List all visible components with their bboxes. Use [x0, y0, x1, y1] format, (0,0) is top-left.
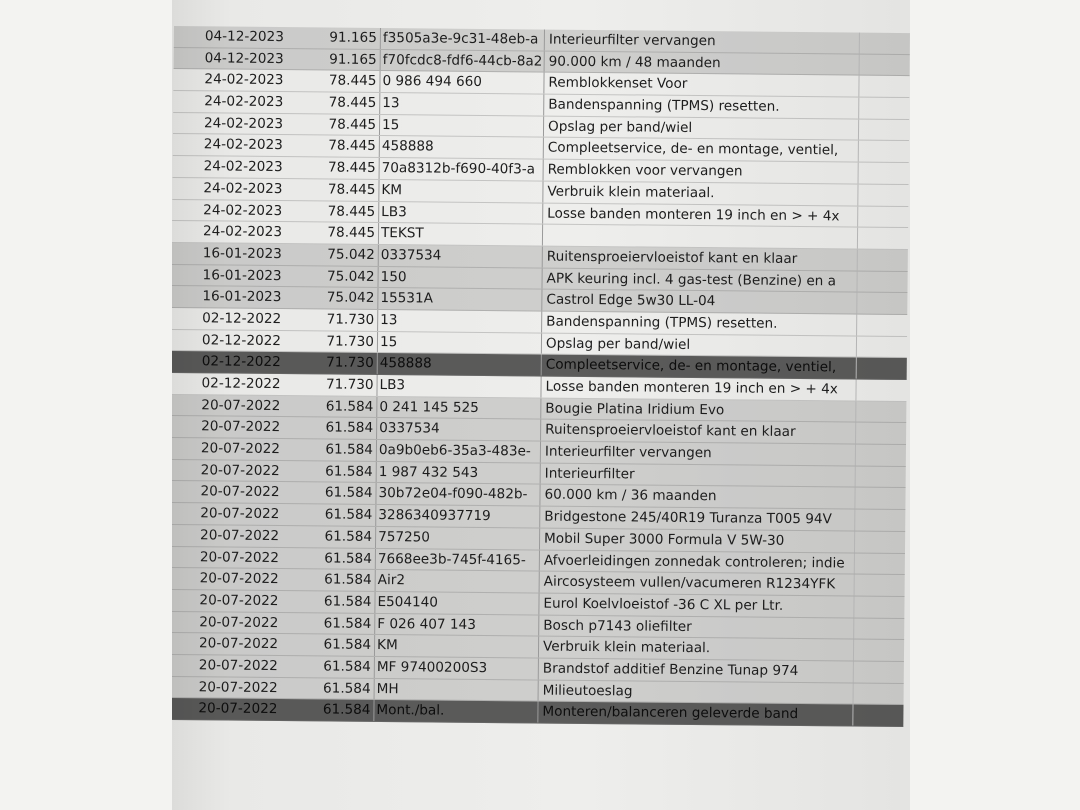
odometer-cell: 91.165 [329, 29, 377, 46]
description-cell: Milieutoeslag [538, 680, 854, 704]
description-cell: Interieurfilter [540, 463, 856, 487]
description-cell: Eurol Koelvloeistof -36 C XL per Ltr. [538, 593, 854, 617]
odometer-cell: 61.584 [322, 701, 371, 719]
description-cell: APK keuring incl. 4 gas-test (Benzine) en a [541, 268, 857, 292]
description-cell: Monteren/balanceren geleverde band [537, 702, 853, 726]
odometer-cell: 61.584 [325, 463, 373, 480]
date-cell: 02-12-2022 [202, 310, 282, 327]
article-code-cell: 30b72e04-f090-482b- [375, 483, 539, 505]
odometer-cell: 78.445 [328, 137, 376, 155]
article-code-cell: 70a8312b-f690-40f3-a [379, 158, 543, 180]
odometer-cell: 78.445 [327, 159, 376, 177]
article-code-cell: 15 [377, 332, 541, 354]
description-cell: 60.000 km / 36 maanden [539, 485, 855, 509]
odometer-cell: 78.445 [327, 202, 376, 220]
date-cell: 24-02-2023 [202, 223, 283, 241]
article-code-cell: 0 241 145 525 [376, 397, 540, 419]
date-cell: 20-07-2022 [199, 548, 279, 566]
article-code-cell: 13 [377, 310, 541, 332]
description-cell: Bougie Platina Iridium Evo [540, 398, 856, 422]
odometer-cell: 61.584 [325, 441, 374, 458]
article-code-cell: 13 [379, 93, 543, 115]
odometer-cell: 61.584 [325, 419, 374, 437]
article-code-cell: 0a9b0eb6-35a3-483e- [376, 440, 540, 462]
date-cell: 20-07-2022 [200, 505, 280, 523]
article-code-cell: Air2 [375, 570, 539, 592]
date-cell: 16-01-2023 [202, 288, 282, 306]
description-cell: Castrol Edge 5w30 LL-04 [541, 290, 857, 314]
odometer-cell: 61.584 [324, 506, 373, 524]
description-cell: Losse banden monteren 19 inch en > + 4x [542, 203, 858, 227]
description-cell: Bandenspanning (TPMS) resetten. [541, 311, 857, 335]
article-code-cell: 0 986 494 660 [379, 71, 543, 93]
article-code-cell: MH [374, 679, 538, 701]
date-cell: 20-07-2022 [199, 613, 279, 631]
date-cell: 20-07-2022 [198, 700, 278, 718]
description-cell: Mobil Super 3000 Formula V 5W-30 [539, 528, 855, 552]
odometer-cell: 75.042 [327, 246, 375, 263]
description-cell: Opslag per band/wiel [541, 333, 857, 357]
date-cell: 24-02-2023 [203, 136, 283, 154]
article-code-cell: KM [378, 180, 542, 202]
background-right [910, 0, 1080, 810]
odometer-cell: 71.730 [326, 311, 375, 328]
description-cell: Interieurfilter vervangen [544, 30, 860, 54]
odometer-cell: 61.584 [325, 398, 374, 415]
article-code-cell: LB3 [378, 201, 542, 223]
article-code-cell: 15531A [377, 288, 541, 310]
description-cell: Remblokken voor vervangen [543, 160, 859, 184]
description-cell: Verbruik klein materiaal. [538, 637, 854, 661]
description-cell: Bosch p7143 oliefilter [538, 615, 854, 639]
odometer-cell: 78.445 [327, 224, 376, 242]
date-cell: 20-07-2022 [198, 657, 278, 674]
odometer-cell: 91.165 [329, 51, 377, 68]
date-cell: 04-12-2023 [204, 28, 284, 46]
printed-page [172, 0, 910, 810]
description-cell: Ruitensproeiervloeistof kant en klaar [540, 420, 856, 444]
date-cell: 24-02-2023 [203, 180, 283, 197]
date-cell: 16-01-2023 [202, 245, 282, 262]
date-cell: 20-07-2022 [201, 418, 281, 436]
article-code-cell: 150 [378, 267, 542, 289]
article-code-cell: Mont./bal. [373, 700, 537, 722]
article-code-cell: KM [374, 635, 538, 657]
article-code-cell: F 026 407 143 [374, 614, 538, 636]
article-code-cell: 757250 [375, 527, 539, 549]
description-cell: Bandenspanning (TPMS) resetten. [543, 95, 859, 119]
date-cell: 20-07-2022 [199, 592, 279, 609]
article-code-cell: 3286340937719 [375, 505, 539, 527]
date-cell: 24-02-2023 [204, 93, 284, 111]
date-cell: 20-07-2022 [200, 440, 281, 458]
article-code-cell: MF 97400200S3 [374, 657, 538, 679]
odometer-cell: 61.584 [324, 528, 373, 545]
date-cell: 02-12-2022 [201, 331, 282, 349]
odometer-cell: 71.730 [326, 354, 374, 372]
description-cell: Brandstof additief Benzine Tunap 974 [538, 658, 854, 682]
article-code-cell: f70fcdc8-fdf6-44cb-8a2 [380, 50, 544, 72]
description-cell: Verbruik klein materiaal. [542, 181, 858, 205]
odometer-cell: 61.584 [323, 658, 371, 675]
article-code-cell: 458888 [377, 353, 541, 375]
article-code-cell: f3505a3e-9c31-48eb-a [380, 28, 544, 50]
odometer-cell: 78.445 [328, 116, 377, 133]
date-cell: 20-07-2022 [200, 462, 280, 479]
odometer-cell: 61.584 [324, 571, 372, 589]
date-cell: 04-12-2023 [204, 49, 284, 67]
odometer-cell: 61.584 [323, 615, 372, 632]
article-code-cell: TEKST [378, 223, 542, 245]
description-cell: Opslag per band/wiel [543, 116, 859, 140]
description-cell: Aircosysteem vullen/vacumeren R1234YFK [539, 572, 855, 596]
odometer-cell: 78.445 [328, 94, 377, 112]
description-cell: Compleetservice, de- en montage, ventiel, [541, 355, 857, 379]
date-cell: 20-07-2022 [200, 527, 280, 544]
description-cell: Compleetservice, de- en montage, ventiel, [543, 138, 859, 162]
odometer-cell: 61.584 [323, 636, 372, 654]
service-history-table [172, 26, 910, 727]
background-left [0, 0, 172, 810]
date-cell: 24-02-2023 [203, 115, 284, 132]
odometer-cell: 75.042 [326, 289, 375, 307]
date-cell: 20-07-2022 [201, 396, 281, 414]
description-cell: Interieurfilter vervangen [540, 442, 856, 466]
description-cell: Losse banden monteren 19 inch en > + 4x [540, 377, 856, 401]
description-cell: Afvoerleidingen zonnedak controleren; indie [539, 550, 855, 574]
article-code-cell: E504140 [374, 592, 538, 614]
description-cell: Ruitensproeiervloeistof kant en klaar [542, 246, 858, 270]
description-cell: Bridgestone 245/40R19 Turanza T005 94V [539, 507, 855, 531]
date-cell: 20-07-2022 [198, 635, 279, 653]
odometer-cell: 61.584 [323, 593, 372, 610]
article-code-cell: 15 [379, 115, 543, 137]
date-cell: 16-01-2023 [202, 266, 282, 284]
date-cell: 24-02-2023 [203, 158, 283, 176]
odometer-cell: 75.042 [326, 268, 375, 285]
article-code-cell: 0337534 [376, 418, 540, 440]
date-cell: 24-02-2023 [204, 71, 284, 89]
date-cell: 02-12-2022 [201, 353, 281, 371]
date-cell: 20-07-2022 [198, 678, 278, 696]
description-cell: 90.000 km / 48 maanden [544, 51, 860, 75]
date-cell: 20-07-2022 [199, 570, 279, 588]
article-code-cell: 458888 [379, 136, 543, 158]
odometer-cell: 71.730 [326, 333, 375, 350]
date-cell: 02-12-2022 [201, 375, 281, 393]
description-cell: Remblokkenset Voor [543, 73, 859, 97]
odometer-cell: 61.584 [322, 680, 371, 697]
odometer-cell: 78.445 [327, 181, 376, 198]
article-code-cell: 7668ee3b-745f-4165- [375, 548, 539, 570]
odometer-cell: 78.445 [328, 72, 377, 90]
date-cell: 20-07-2022 [200, 483, 280, 501]
odometer-cell: 61.584 [324, 484, 373, 502]
odometer-cell: 61.584 [324, 549, 372, 567]
date-cell: 24-02-2023 [203, 201, 283, 219]
article-code-cell: LB3 [376, 375, 540, 397]
description-cell [542, 225, 858, 249]
article-code-cell: 0337534 [378, 245, 542, 267]
odometer-cell: 71.730 [325, 376, 374, 393]
article-code-cell: 1 987 432 543 [376, 462, 540, 484]
